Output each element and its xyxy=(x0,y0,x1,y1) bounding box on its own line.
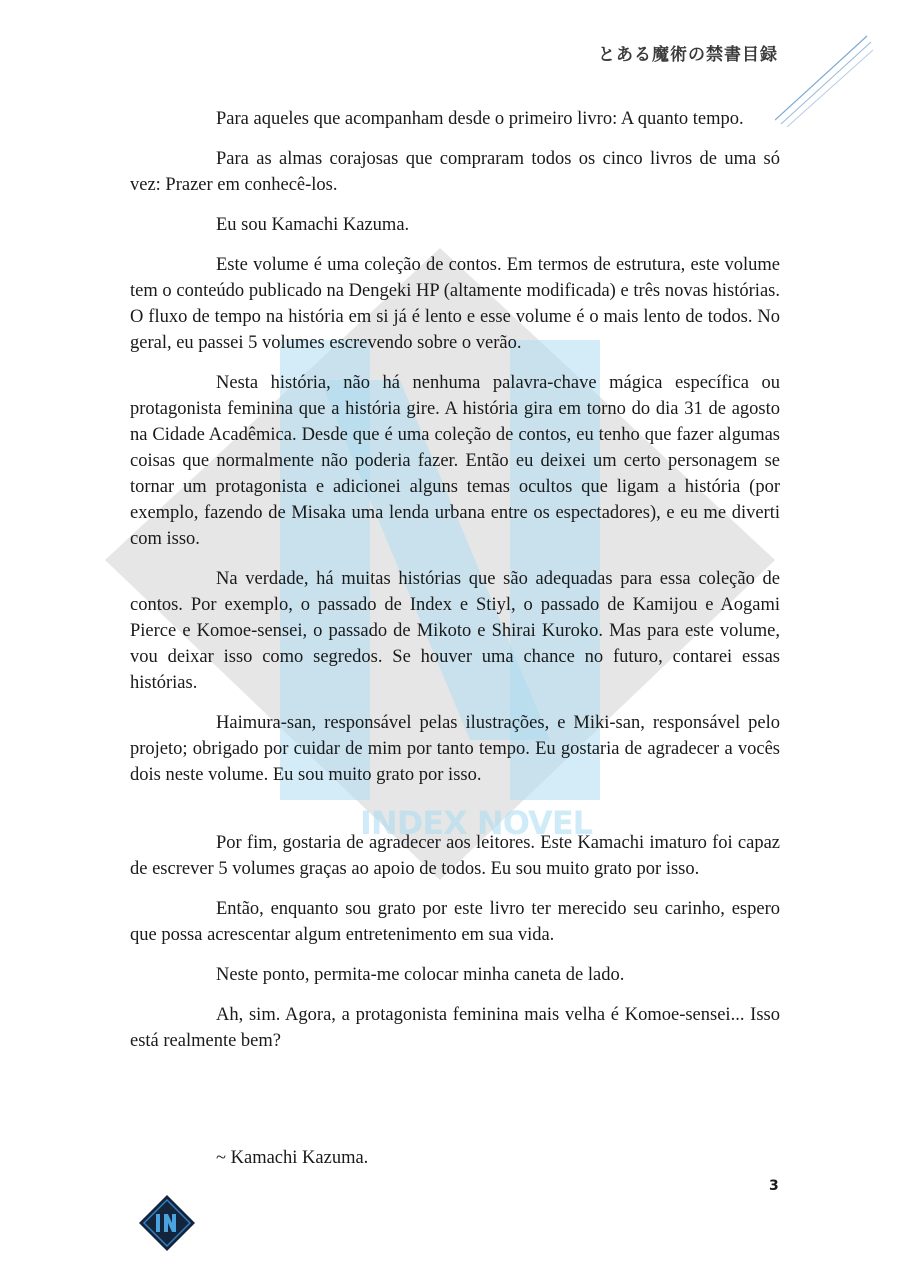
paragraph: Então, enquanto sou grato por este livro ter merecido seu carinho, espero que possa acrescentar algum entretenimento em sua vida. xyxy=(130,899,780,945)
index-novel-logo-icon xyxy=(138,1194,196,1252)
paragraph: Haimura-san, responsável pelas ilustrações, e Miki-san, responsável pelo projeto; obrigado por cuidar de mim por tanto tempo. Eu gostaria de agradecer a vocês dois neste volume. Eu sou muito grato por isso. xyxy=(130,713,780,785)
paragraph: Por fim, gostaria de agradecer aos leitores. Este Kamachi imaturo foi capaz de escrever 5 volumes graças ao apoio de todos. Eu sou muito grato por isso. xyxy=(130,833,780,879)
header-decoration-lines xyxy=(775,30,875,130)
paragraph: Na verdade, há muitas histórias que são adequadas para essa coleção de contos. Por exemplo, o passado de Index e Stiyl, o passado de Kamijou e Aogami Pierce e Komoe-sensei, o passado de Mikoto e Shirai Kuroko. Mas para este volume, vou deixar isso como segredos. Se houver uma chance no futuro, contarei essas histórias. xyxy=(130,569,780,693)
watermark-text: INDEX NOVEL xyxy=(360,804,593,842)
page-number: 3 xyxy=(769,1178,779,1194)
paragraph: Para aqueles que acompanham desde o primeiro livro: A quanto tempo. xyxy=(216,109,744,129)
signature: ~ Kamachi Kazuma. xyxy=(216,1148,369,1168)
paragraph: Para as almas corajosas que compraram todos os cinco livros de uma só vez: Prazer em conhecê-los. xyxy=(130,149,780,195)
body-text xyxy=(130,106,780,1068)
header-title: とある魔術の禁書目録 xyxy=(598,45,778,65)
paragraph: Eu sou Kamachi Kazuma. xyxy=(216,215,410,235)
paragraph: Nesta história, não há nenhuma palavra-chave mágica específica ou protagonista feminina que a história gire. A história gira em torno do dia 31 de agosto na Cidade Acadêmica. Desde que é uma coleção de contos, eu tenho que fazer algumas coisas que normalmente não poderia fazer. Então eu deixei um certo personagem se tornar um protagonista e adicionei alguns temas ocultos que ligam a história (por exemplo, fazendo de Misaka uma lenda urbana entre os espectadores), e eu me diverti com isso. xyxy=(130,373,780,549)
paragraph: Este volume é uma coleção de contos. Em termos de estrutura, este volume tem o conteúdo publicado na Dengeki HP (altamente modificada) e três novas histórias. O fluxo de tempo na história em si já é lento e esse volume é o mais lento de todos. No geral, eu passei 5 volumes escrevendo sobre o verão. xyxy=(130,255,780,353)
paragraph: Neste ponto, permita-me colocar minha caneta de lado. xyxy=(216,965,625,985)
paragraph: Ah, sim. Agora, a protagonista feminina mais velha é Komoe-sensei... Isso está realmente bem? xyxy=(130,1005,780,1051)
